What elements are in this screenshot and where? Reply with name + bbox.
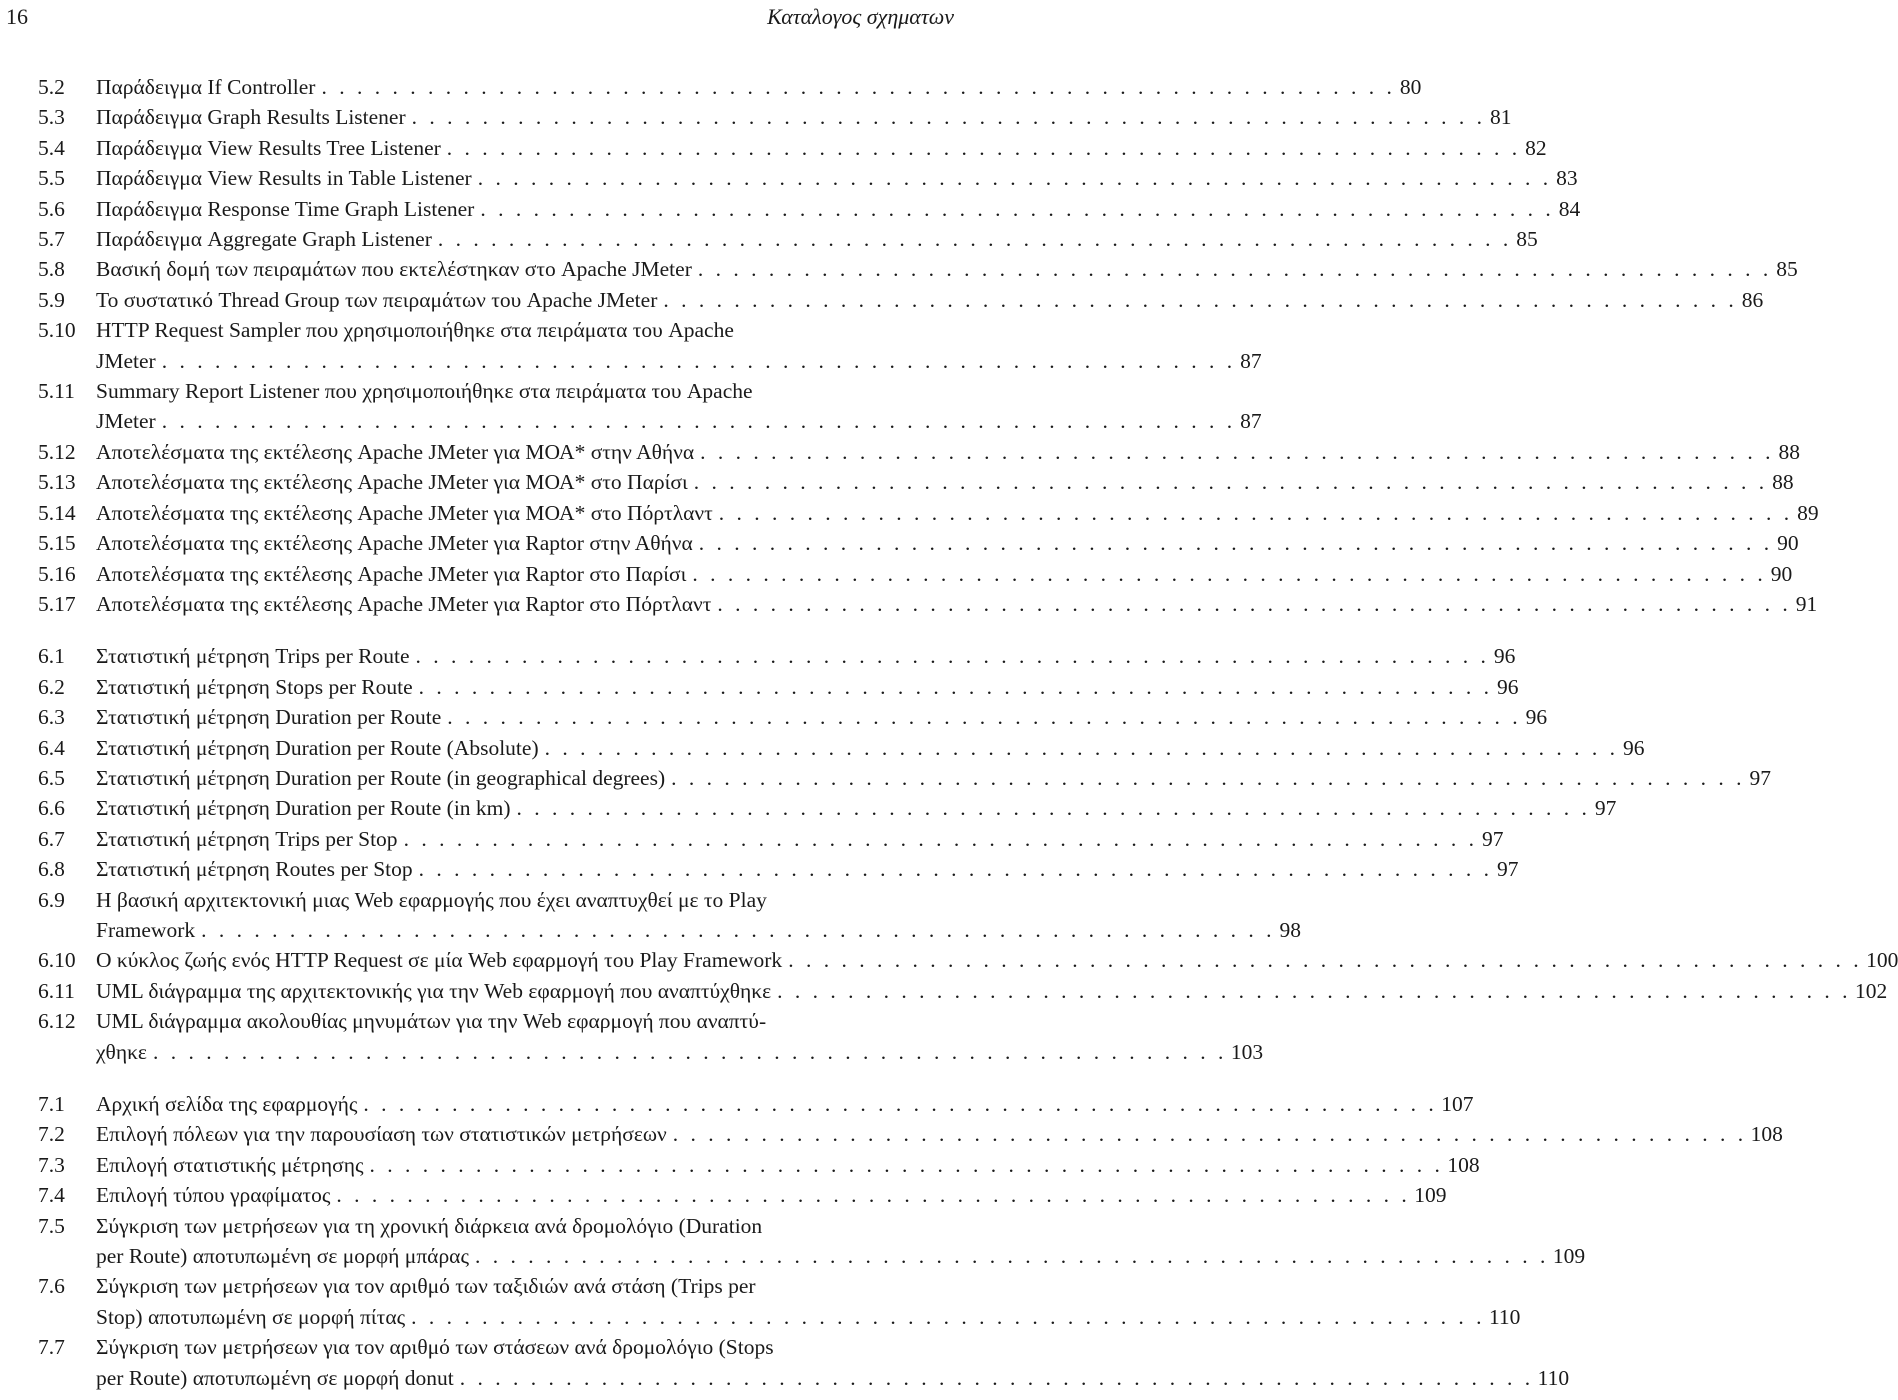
entry-last-line xyxy=(96,763,1772,793)
entry-body xyxy=(96,1180,1447,1210)
entry-body xyxy=(96,102,1512,132)
entry-body xyxy=(96,1006,1264,1067)
dot-leader: . . . . . . . . . . . . . . . . . . . . . . . . . . . . . . . . . . . . . . . . . . . . . . . . . . . . . . . . . . . . . xyxy=(672,1122,1747,1147)
entry-body xyxy=(96,285,1764,315)
dot-leader: . . . . . . . . . . . . . . . . . . . . . . . . . . . . . . . . . . . . . . . . . . . . . . . . . . . . . . . . . . . . . xyxy=(516,796,1591,821)
toc-entry[interactable] xyxy=(0,498,1819,528)
figure-number: 5.2 xyxy=(38,75,65,99)
entry-last-line xyxy=(96,1241,1586,1271)
toc-entry[interactable] xyxy=(0,133,1547,163)
page-ref: 89 xyxy=(1797,500,1819,525)
dot-leader: . . . . . . . . . . . . . . . . . . . . . . . . . . . . . . . . . . . . . . . . . . . . . . . . . . . . . . . . . . . . . xyxy=(201,917,1275,942)
entry-title-line: χθηκε xyxy=(96,1039,147,1064)
toc-entry[interactable] xyxy=(0,1211,1586,1272)
page-ref: 81 xyxy=(1490,105,1512,130)
page-ref: 88 xyxy=(1772,470,1794,495)
page-ref: 85 xyxy=(1776,257,1798,282)
figure-number: 6.12 xyxy=(38,1009,76,1034)
toc-entry[interactable] xyxy=(0,72,1422,102)
toc-entry[interactable] xyxy=(0,945,1898,975)
figure-number: 7.7 xyxy=(38,1335,65,1360)
dot-leader: . . . . . . . . . . . . . . . . . . . . . . . . . . . . . . . . . . . . . . . . . . . . . . . . . . . . . . . . . . . . . xyxy=(418,857,1493,882)
dot-leader: . . . . . . . . . . . . . . . . . . . . . . . . . . . . . . . . . . . . . . . . . . . . . . . . . . . . . . . . . . . . . xyxy=(693,470,1768,495)
figure-number: 5.9 xyxy=(38,287,65,312)
figure-number: 5.13 xyxy=(38,470,76,495)
toc-entry[interactable] xyxy=(0,1006,1264,1067)
entry-last-line xyxy=(96,1119,1783,1149)
figure-number: 5.6 xyxy=(38,196,65,221)
entry-title-line: Σύγκριση των μετρήσεων για τον αριθμό των στάσεων ανά δρομολόγιο (Stops xyxy=(96,1335,774,1360)
entry-title-line: Επιλογή πόλεων για την παρουσίαση των στατιστικών μετρήσεων xyxy=(96,1122,667,1147)
page-ref: 96 xyxy=(1525,705,1548,730)
entry-body xyxy=(96,528,1799,558)
entry-title-line: Σύγκριση των μετρήσεων για τον αριθμό των ταξιδιών ανά στάση (Trips per xyxy=(96,1274,756,1299)
page-ref: 82 xyxy=(1525,135,1547,160)
entry-title-line: Παράδειγμα View Results in Table Listener xyxy=(96,166,472,191)
entry-title-line: Παράδειγμα Aggregate Graph Listener xyxy=(96,227,432,252)
entry-last-line xyxy=(96,854,1519,884)
dot-leader: . . . . . . . . . . . . . . . . . . . . . . . . . . . . . . . . . . . . . . . . . . . . . . . . . . . . . . . . . . . . . xyxy=(459,1365,1534,1390)
entry-last-line xyxy=(96,793,1617,823)
entry-body xyxy=(96,1119,1783,1149)
chapter-gap xyxy=(0,1067,960,1089)
entry-last-line xyxy=(96,1302,1521,1332)
entry-title-line: Βασική δομή των πειραμάτων που εκτελέστηκαν στο Apache JMeter xyxy=(96,257,692,282)
figure-number: 5.12 xyxy=(38,439,76,464)
toc-entry[interactable] xyxy=(0,376,1262,437)
entry-last-line xyxy=(96,1037,1264,1067)
toc-entry[interactable] xyxy=(0,285,1764,315)
page-ref: 97 xyxy=(1481,826,1504,851)
entry-last-line xyxy=(96,559,1793,589)
entry-last-line xyxy=(96,641,1516,671)
entry-last-line xyxy=(96,163,1578,193)
toc-entry[interactable] xyxy=(0,559,1793,589)
dot-leader: . . . . . . . . . . . . . . . . . . . . . . . . . . . . . . . . . . . . . . . . . . . . . . . . . . . . . . . . . . . . . xyxy=(161,409,1236,434)
figure-number: 5.8 xyxy=(38,257,65,282)
figure-number: 7.1 xyxy=(38,1092,65,1116)
page-ref: 110 xyxy=(1537,1365,1570,1390)
entry-title-line: Σύγκριση των μετρήσεων για τη χρονική διάρκεια ανά δρομολόγιο (Duration xyxy=(96,1213,763,1238)
toc-entry[interactable] xyxy=(0,854,1519,884)
page-ref: 97 xyxy=(1594,796,1617,821)
page-ref: 97 xyxy=(1497,857,1519,882)
figure-number: 5.14 xyxy=(38,500,76,525)
dot-leader: . . . . . . . . . . . . . . . . . . . . . . . . . . . . . . . . . . . . . . . . . . . . . . . . . . . . . . . . . . . . . xyxy=(403,826,1478,851)
dot-leader: . . . . . . . . . . . . . . . . . . . . . . . . . . . . . . . . . . . . . . . . . . . . . . . . . . . . . . . . . . . . . xyxy=(697,257,1772,282)
entry-body xyxy=(96,824,1504,854)
dot-leader: . . . . . . . . . . . . . . . . . . . . . . . . . . . . . . . . . . . . . . . . . . . . . . . . . . . . . . . . . . . . . xyxy=(447,705,1522,730)
entry-last-line xyxy=(96,672,1519,702)
dot-leader: . . . . . . . . . . . . . . . . . . . . . . . . . . . . . . . . . . . . . . . . . . . . . . . . . . . . . . . . . . . . . xyxy=(336,1183,1411,1208)
dot-leader: . . . . . . . . . . . . . . . . . . . . . . . . . . . . . . . . . . . . . . . . . . . . . . . . . . . . . . . . . . . . . xyxy=(474,1244,1549,1269)
figure-number: 5.3 xyxy=(38,105,65,130)
page-ref: 97 xyxy=(1749,765,1772,790)
toc-entry[interactable] xyxy=(0,824,1504,854)
page-ref: 83 xyxy=(1556,166,1578,191)
entry-body xyxy=(96,315,1262,376)
entry-last-line xyxy=(96,102,1512,132)
entry-body xyxy=(96,1271,1521,1332)
dot-leader: . . . . . . . . . . . . . . . . . . . . . . . . . . . . . . . . . . . . . . . . . . . . . . . . . . . . . . . . . . . . . xyxy=(418,674,1493,699)
entry-title-line: JMeter xyxy=(96,409,156,434)
dot-leader: . . . . . . . . . . . . . . . . . . . . . . . . . . . . . . . . . . . . . . . . . . . . . . . . . . . . . . . . . . . . . xyxy=(369,1152,1444,1177)
figure-number: 6.3 xyxy=(38,705,65,730)
page-number: 16 xyxy=(6,4,28,29)
entry-last-line xyxy=(96,1180,1447,1210)
entry-last-line xyxy=(96,1150,1480,1180)
dot-leader: . . . . . . . . . . . . . . . . . . . . . . . . . . . . . . . . . . . . . . . . . . . . . . . . . . . . . . . . . . . . . xyxy=(717,591,1792,616)
entry-title-line: Παράδειγμα Response Time Graph Listener xyxy=(96,196,475,221)
dot-leader: . . . . . . . . . . . . . . . . . . . . . . . . . . . . . . . . . . . . . . . . . . . . . . . . . . . . . . . . . . . . . xyxy=(415,644,1490,669)
toc-entry[interactable] xyxy=(0,437,1801,467)
dot-leader: . . . . . . . . . . . . . . . . . . . . . . . . . . . . . . . . . . . . . . . . . . . . . . . . . . . . . . . . . . . . . xyxy=(718,500,1793,525)
entry-body xyxy=(96,254,1798,284)
page-ref: 80 xyxy=(1399,75,1422,99)
entry-last-line xyxy=(96,824,1504,854)
figure-number: 6.10 xyxy=(38,948,76,973)
figure-number: 5.15 xyxy=(38,531,76,556)
toc-entry[interactable] xyxy=(0,589,1818,619)
figure-number: 6.2 xyxy=(38,674,65,699)
entry-title-line: Αποτελέσματα της εκτέλεσης Apache JMeter για ΜΟΑ* στο Παρίσι xyxy=(96,470,688,495)
toc-entry[interactable] xyxy=(0,733,1645,763)
page-ref: 108 xyxy=(1447,1152,1480,1177)
toc-entry[interactable] xyxy=(0,641,1516,671)
entry-title-line: Stop) αποτυπωμένη σε μορφή πίτας xyxy=(96,1304,406,1329)
entry-last-line xyxy=(96,254,1798,284)
entry-last-line xyxy=(96,528,1799,558)
page-ref: 108 xyxy=(1750,1122,1783,1147)
page-ref: 96 xyxy=(1622,735,1645,760)
dot-leader: . . . . . . . . . . . . . . . . . . . . . . . . . . . . . . . . . . . . . . . . . . . . . . . . . . . . . . . . . . . . . xyxy=(411,105,1486,130)
entry-last-line xyxy=(96,1089,1474,1119)
entry-body xyxy=(96,672,1519,702)
figure-number: 7.5 xyxy=(38,1213,65,1238)
list-of-figures xyxy=(0,72,1898,1393)
dot-leader: . . . . . . . . . . . . . . . . . . . . . . . . . . . . . . . . . . . . . . . . . . . . . . . . . . . . . . . . . . . . . xyxy=(321,75,1396,99)
page-ref: 98 xyxy=(1279,917,1301,942)
entry-body xyxy=(96,1150,1480,1180)
figure-number: 5.4 xyxy=(38,135,65,160)
figure-number: 5.5 xyxy=(38,166,65,191)
entry-title-line: Στατιστική μέτρηση Stops per Route xyxy=(96,674,413,699)
dot-leader: . . . . . . . . . . . . . . . . . . . . . . . . . . . . . . . . . . . . . . . . . . . . . . . . . . . . . . . . . . . . . xyxy=(777,978,1851,1003)
entry-body xyxy=(96,589,1818,619)
toc-entry[interactable] xyxy=(0,1150,1480,1180)
entry-title-line: Στατιστική μέτρηση Trips per Stop xyxy=(96,826,398,851)
figure-number: 5.17 xyxy=(38,591,76,616)
page-ref: 109 xyxy=(1414,1183,1447,1208)
dot-leader: . . . . . . . . . . . . . . . . . . . . . . . . . . . . . . . . . . . . . . . . . . . . . . . . . . . . . . . . . . . . . xyxy=(700,439,1775,464)
figure-number: 6.1 xyxy=(38,644,65,669)
toc-entry[interactable] xyxy=(0,1089,1474,1119)
dot-leader: . . . . . . . . . . . . . . . . . . . . . . . . . . . . . . . . . . . . . . . . . . . . . . . . . . . . . . . . . . . . . xyxy=(161,348,1236,373)
entry-body xyxy=(96,854,1519,884)
page-ref: 88 xyxy=(1778,439,1801,464)
figure-number: 5.10 xyxy=(38,318,76,343)
entry-last-line xyxy=(96,945,1898,975)
figure-number: 5.16 xyxy=(38,561,76,586)
entry-last-line xyxy=(96,194,1581,224)
entry-title-line: Αποτελέσματα της εκτέλεσης Apache JMeter για ΜΟΑ* στο Πόρτλαντ xyxy=(96,500,713,525)
entry-title-line: Αρχική σελίδα της εφαρμογής xyxy=(96,1092,358,1116)
toc-entry[interactable] xyxy=(0,163,1578,193)
entry-last-line xyxy=(96,702,1548,732)
toc-entry[interactable] xyxy=(0,528,1799,558)
entry-body xyxy=(96,163,1578,193)
entry-last-line xyxy=(96,976,1888,1006)
dot-leader: . . . . . . . . . . . . . . . . . . . . . . . . . . . . . . . . . . . . . . . . . . . . . . . . . . . . . . . . . . . . . xyxy=(437,227,1512,252)
entry-title-line: Παράδειγμα Graph Results Listener xyxy=(96,105,406,130)
page-ref: 103 xyxy=(1230,1039,1264,1064)
entry-last-line xyxy=(96,437,1801,467)
entry-title-line: Στατιστική μέτρηση Trips per Route xyxy=(96,644,410,669)
page-ref: 96 xyxy=(1493,644,1516,669)
entry-last-line xyxy=(96,224,1538,254)
entry-title-line: Στατιστική μέτρηση Duration per Route xyxy=(96,705,442,730)
entry-body xyxy=(96,763,1772,793)
entry-last-line xyxy=(96,285,1764,315)
dot-leader: . . . . . . . . . . . . . . . . . . . . . . . . . . . . . . . . . . . . . . . . . . . . . . . . . . . . . . . . . . . . . xyxy=(698,531,1773,556)
entry-body xyxy=(96,467,1794,497)
entry-title-line: per Route) αποτυπωμένη σε μορφή donut xyxy=(96,1365,454,1390)
entry-title-line: Αποτελέσματα της εκτέλεσης Apache JMeter για ΜΟΑ* στην Αθήνα xyxy=(96,439,695,464)
entry-title-line: Στατιστική μέτρηση Duration per Route (in geographical degrees) xyxy=(96,765,666,790)
chapter-gap xyxy=(0,619,960,641)
dot-leader: . . . . . . . . . . . . . . . . . . . . . . . . . . . . . . . . . . . . . . . . . . . . . . . . . . . . . . . . . . . . . xyxy=(663,287,1738,312)
page-ref: 90 xyxy=(1777,531,1799,556)
toc-entry[interactable] xyxy=(0,102,1512,132)
entry-title-line: Επιλογή στατιστικής μέτρησης xyxy=(96,1152,364,1177)
toc-entry[interactable] xyxy=(0,672,1519,702)
entry-title-line: UML διάγραμμα ακολουθίας μηνυμάτων για την Web εφαρμογή που αναπτύ- xyxy=(96,1009,767,1034)
entry-body xyxy=(96,224,1538,254)
entry-body xyxy=(96,72,1422,102)
toc-entry[interactable] xyxy=(0,1271,1521,1332)
entry-body xyxy=(96,437,1801,467)
entry-body xyxy=(96,885,1301,946)
dot-leader: . . . . . . . . . . . . . . . . . . . . . . . . . . . . . . . . . . . . . . . . . . . . . . . . . . . . . . . . . . . . . xyxy=(671,765,1746,790)
figure-number: 6.5 xyxy=(38,765,65,790)
entry-body xyxy=(96,793,1617,823)
toc-entry[interactable] xyxy=(0,254,1798,284)
dot-leader: . . . . . . . . . . . . . . . . . . . . . . . . . . . . . . . . . . . . . . . . . . . . . . . . . . . . . . . . . . . . . xyxy=(544,735,1619,760)
entry-last-line xyxy=(96,498,1819,528)
figure-number: 6.11 xyxy=(38,978,75,1003)
page-ref: 87 xyxy=(1240,409,1262,434)
dot-leader: . . . . . . . . . . . . . . . . . . . . . . . . . . . . . . . . . . . . . . . . . . . . . . . . . . . . . . . . . . . . . xyxy=(411,1304,1485,1329)
entry-body xyxy=(96,976,1888,1006)
entry-body xyxy=(96,1332,1570,1393)
figure-number: 6.9 xyxy=(38,887,65,912)
entry-last-line xyxy=(96,133,1547,163)
page-ref: 109 xyxy=(1552,1244,1586,1269)
entry-title-line: Στατιστική μέτρηση Duration per Route (in km) xyxy=(96,796,511,821)
page-ref: 102 xyxy=(1854,978,1888,1003)
entry-body xyxy=(96,1089,1474,1119)
figure-number: 7.4 xyxy=(38,1183,65,1208)
dot-leader: . . . . . . . . . . . . . . . . . . . . . . . . . . . . . . . . . . . . . . . . . . . . . . . . . . . . . . . . . . . . . xyxy=(480,196,1555,221)
entry-title-line: UML διάγραμμα της αρχιτεκτονικής για την Web εφαρμογή που αναπτύχθηκε xyxy=(96,978,772,1003)
entry-last-line xyxy=(96,589,1818,619)
entry-title-line: HTTP Request Sampler που χρησιμοποιήθηκε στα πειράματα του Apache xyxy=(96,318,734,343)
page-ref: 86 xyxy=(1741,287,1764,312)
dot-leader: . . . . . . . . . . . . . . . . . . . . . . . . . . . . . . . . . . . . . . . . . . . . . . . . . . . . . . . . . . . . . xyxy=(152,1039,1227,1064)
figure-number: 7.6 xyxy=(38,1274,65,1299)
page-ref: 107 xyxy=(1441,1092,1474,1116)
entry-body xyxy=(96,733,1645,763)
entry-body xyxy=(96,945,1898,975)
figure-number: 6.8 xyxy=(38,857,65,882)
toc-entry[interactable] xyxy=(0,194,1581,224)
entry-title-line: Η βασική αρχιτεκτονική μιας Web εφαρμογής που έχει αναπτυχθεί με το Play xyxy=(96,887,767,912)
toc-entry[interactable] xyxy=(0,1180,1447,1210)
page-ref: 96 xyxy=(1497,674,1519,699)
figure-number: 6.6 xyxy=(38,796,65,821)
figure-number: 6.7 xyxy=(38,826,65,851)
dot-leader: . . . . . . . . . . . . . . . . . . . . . . . . . . . . . . . . . . . . . . . . . . . . . . . . . . . . . . . . . . . . . xyxy=(363,1092,1438,1116)
page-header xyxy=(6,0,954,34)
running-title: Καταλογος σχηματων xyxy=(767,4,954,29)
entry-body xyxy=(96,376,1262,437)
entry-last-line xyxy=(96,72,1422,102)
entry-title-line: Αποτελέσματα της εκτέλεσης Apache JMeter για Raptor στην Αθήνα xyxy=(96,531,693,556)
toc-entry[interactable] xyxy=(0,793,1617,823)
figure-number: 6.4 xyxy=(38,735,65,760)
entry-last-line xyxy=(96,346,1262,376)
dot-leader: . . . . . . . . . . . . . . . . . . . . . . . . . . . . . . . . . . . . . . . . . . . . . . . . . . . . . . . . . . . . . xyxy=(477,166,1552,191)
entry-title-line: Ο κύκλος ζωής ενός HTTP Request σε μία Web εφαρμογή του Play Framework xyxy=(96,948,783,973)
page-ref: 90 xyxy=(1770,561,1793,586)
toc-entry[interactable] xyxy=(0,1119,1783,1149)
entry-body xyxy=(96,194,1581,224)
entry-body xyxy=(96,702,1548,732)
figure-number: 7.3 xyxy=(38,1152,65,1177)
page-ref: 91 xyxy=(1795,591,1818,616)
entry-last-line xyxy=(96,1363,1570,1393)
entry-body xyxy=(96,498,1819,528)
figure-number: 5.7 xyxy=(38,227,65,252)
dot-leader: . . . . . . . . . . . . . . . . . . . . . . . . . . . . . . . . . . . . . . . . . . . . . . . . . . . . . . . . . . . . . xyxy=(788,948,1863,973)
entry-body xyxy=(96,133,1547,163)
toc-entry[interactable] xyxy=(0,224,1538,254)
entry-title-line: Summary Report Listener που χρησιμοποιήθηκε στα πειράματα του Apache xyxy=(96,379,753,404)
entry-body xyxy=(96,641,1516,671)
page-ref: 110 xyxy=(1488,1304,1521,1329)
entry-title-line: Παράδειγμα View Results Tree Listener xyxy=(96,135,441,160)
toc-entry[interactable] xyxy=(0,467,1794,497)
page-ref: 100 xyxy=(1866,948,1898,973)
toc-entry[interactable] xyxy=(0,1332,1570,1393)
entry-title-line: Αποτελέσματα της εκτέλεσης Apache JMeter για Raptor στο Παρίσι xyxy=(96,561,687,586)
page-ref: 85 xyxy=(1516,227,1538,252)
entry-last-line xyxy=(96,915,1301,945)
entry-title-line: JMeter xyxy=(96,348,156,373)
toc-entry[interactable] xyxy=(0,763,1772,793)
dot-leader: . . . . . . . . . . . . . . . . . . . . . . . . . . . . . . . . . . . . . . . . . . . . . . . . . . . . . . . . . . . . . xyxy=(692,561,1767,586)
toc-entry[interactable] xyxy=(0,976,1888,1006)
figure-number: 5.11 xyxy=(38,379,75,404)
entry-title-line: Framework xyxy=(96,917,196,942)
entry-last-line xyxy=(96,467,1794,497)
toc-entry[interactable] xyxy=(0,702,1548,732)
entry-body xyxy=(96,1211,1586,1272)
entry-title-line: Παράδειγμα If Controller xyxy=(96,75,316,99)
entry-body xyxy=(96,559,1793,589)
dot-leader: . . . . . . . . . . . . . . . . . . . . . . . . . . . . . . . . . . . . . . . . . . . . . . . . . . . . . . . . . . . . . xyxy=(446,135,1521,160)
entry-title-line: Στατιστική μέτρηση Routes per Stop xyxy=(96,857,413,882)
entry-title-line: Επιλογή τύπου γραφίματος xyxy=(96,1183,331,1208)
page-ref: 84 xyxy=(1558,196,1581,221)
entry-title-line: Στατιστική μέτρηση Duration per Route (Absolute) xyxy=(96,735,539,760)
entry-last-line xyxy=(96,733,1645,763)
page-ref: 87 xyxy=(1240,348,1262,373)
entry-title-line: Το συστατικό Thread Group των πειραμάτων του Apache JMeter xyxy=(96,287,658,312)
entry-last-line xyxy=(96,406,1262,436)
figure-number: 7.2 xyxy=(38,1122,65,1147)
toc-entry[interactable] xyxy=(0,315,1262,376)
toc-entry[interactable] xyxy=(0,885,1301,946)
entry-title-line: per Route) αποτυπωμένη σε μορφή μπάρας xyxy=(96,1244,469,1269)
entry-title-line: Αποτελέσματα της εκτέλεσης Apache JMeter για Raptor στο Πόρτλαντ xyxy=(96,591,712,616)
